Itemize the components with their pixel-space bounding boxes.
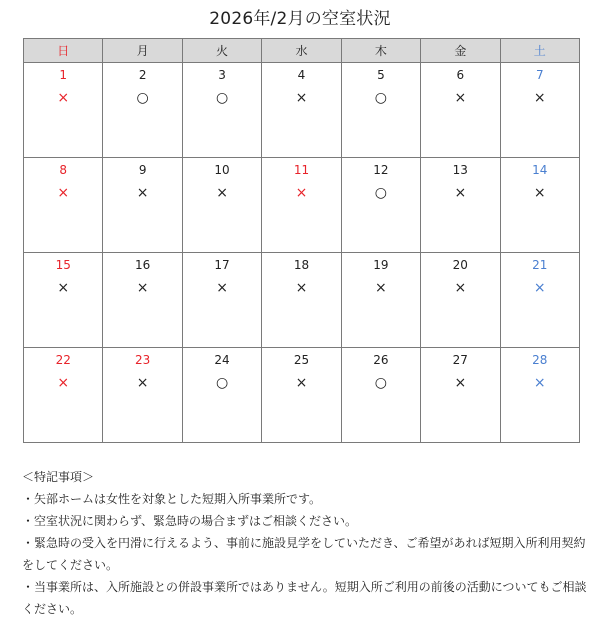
calendar-body	[24, 63, 580, 443]
day-number: 4	[297, 68, 306, 82]
day-number: 7	[535, 68, 544, 82]
weekday-header: 日	[24, 39, 103, 63]
available-mark-icon: ○	[215, 90, 229, 106]
calendar-day-cell	[500, 63, 579, 158]
calendar-week-row	[24, 348, 580, 443]
weekday-header: 月	[103, 39, 182, 63]
calendar-day-cell	[103, 253, 182, 348]
unavailable-mark-icon: ×	[295, 185, 308, 201]
calendar-day-cell	[182, 253, 261, 348]
day-number: 14	[532, 163, 548, 177]
unavailable-mark-icon: ×	[454, 375, 467, 391]
day-number: 1	[59, 68, 68, 82]
day-number: 15	[55, 258, 71, 272]
weekday-header: 木	[341, 39, 420, 63]
day-number: 24	[214, 353, 230, 367]
day-number: 3	[218, 68, 226, 82]
day-number: 19	[373, 258, 389, 272]
calendar-day-cell	[182, 348, 261, 443]
calendar-day-cell	[262, 253, 341, 348]
calendar-day-cell	[341, 63, 420, 158]
calendar-day-cell	[182, 63, 261, 158]
day-number: 21	[532, 258, 548, 272]
unavailable-mark-icon: ×	[454, 185, 467, 201]
calendar-day-cell	[421, 158, 500, 253]
day-number: 13	[452, 163, 468, 177]
unavailable-mark-icon: ×	[136, 280, 149, 296]
unavailable-mark-icon: ×	[533, 375, 546, 391]
day-number: 25	[293, 353, 310, 367]
calendar-day-cell	[182, 158, 261, 253]
available-mark-icon: ○	[136, 90, 149, 106]
day-number: 23	[134, 353, 151, 367]
weekday-header: 土	[500, 39, 579, 63]
day-number: 9	[138, 163, 147, 177]
day-number: 5	[377, 68, 385, 82]
day-number: 12	[373, 163, 389, 177]
calendar-day-cell	[24, 348, 103, 443]
calendar-day-cell	[341, 348, 420, 443]
calendar-day-cell	[103, 348, 182, 443]
day-number: 18	[293, 258, 310, 272]
calendar-day-cell	[24, 253, 103, 348]
calendar-day-cell	[341, 158, 420, 253]
calendar-day-cell	[341, 253, 420, 348]
note-item: ・緊急時の受入を円滑に行えるよう、事前に施設見学をしていただき、ご希望があれば短期入所利用契約をしてください。	[22, 536, 586, 572]
unavailable-mark-icon: ×	[57, 280, 70, 296]
page-title: 2026年/2月の空室状況	[209, 9, 391, 29]
unavailable-mark-icon: ×	[57, 185, 70, 201]
calendar-day-cell	[262, 63, 341, 158]
unavailable-mark-icon: ×	[136, 185, 149, 201]
calendar-day-cell	[24, 158, 103, 253]
calendar-day-cell	[103, 158, 182, 253]
unavailable-mark-icon: ×	[295, 375, 308, 391]
day-number: 20	[452, 258, 468, 272]
notes-heading: ＜特記事項＞	[22, 470, 95, 484]
unavailable-mark-icon: ×	[454, 90, 467, 106]
unavailable-mark-icon: ×	[295, 280, 308, 296]
calendar-day-cell	[500, 158, 579, 253]
calendar-day-cell	[421, 348, 500, 443]
calendar-day-cell	[500, 253, 579, 348]
calendar-day-cell	[500, 348, 579, 443]
day-number: 17	[214, 258, 230, 272]
calendar-week-row	[24, 253, 580, 348]
day-number: 22	[55, 353, 71, 367]
unavailable-mark-icon: ×	[533, 90, 546, 106]
available-mark-icon: ○	[374, 90, 387, 106]
notes-section	[22, 466, 587, 620]
day-number: 26	[373, 353, 389, 367]
calendar-day-cell	[24, 63, 103, 158]
unavailable-mark-icon: ×	[454, 280, 467, 296]
calendar-day-cell	[421, 63, 500, 158]
available-mark-icon: ○	[215, 375, 229, 391]
day-number: 16	[134, 258, 151, 272]
note-item: ・当事業所は、入所施設との併設事業所ではありません。短期入所ご利用の前後の活動についてもご相談ください。	[22, 580, 587, 616]
unavailable-mark-icon: ×	[375, 280, 387, 296]
weekday-header-row	[24, 39, 580, 63]
weekday-header: 水	[262, 39, 341, 63]
note-item: ・空室状況に関わらず、緊急時の場合まずはご相談ください。	[22, 514, 358, 528]
calendar-day-cell	[103, 63, 182, 158]
calendar-day-cell	[421, 253, 500, 348]
unavailable-mark-icon: ×	[57, 375, 70, 391]
day-number: 10	[214, 163, 230, 177]
availability-calendar	[23, 38, 580, 443]
day-number: 27	[452, 353, 468, 367]
day-number: 2	[138, 68, 147, 82]
calendar-day-cell	[262, 348, 341, 443]
weekday-header: 金	[421, 39, 500, 63]
day-number: 11	[293, 163, 310, 177]
day-number: 8	[59, 163, 68, 177]
weekday-header: 火	[182, 39, 261, 63]
calendar-week-row	[24, 158, 580, 253]
unavailable-mark-icon: ×	[57, 90, 70, 106]
available-mark-icon: ○	[374, 185, 387, 201]
unavailable-mark-icon: ×	[533, 185, 546, 201]
calendar-day-cell	[262, 158, 341, 253]
day-number: 6	[456, 68, 465, 82]
unavailable-mark-icon: ×	[216, 185, 228, 201]
calendar-week-row	[24, 63, 580, 158]
unavailable-mark-icon: ×	[136, 375, 149, 391]
unavailable-mark-icon: ×	[295, 90, 308, 106]
note-item: ・矢部ホームは女性を対象とした短期入所事業所です。	[22, 492, 322, 506]
unavailable-mark-icon: ×	[533, 280, 546, 296]
unavailable-mark-icon: ×	[216, 280, 228, 296]
available-mark-icon: ○	[374, 375, 387, 391]
day-number: 28	[532, 353, 548, 367]
